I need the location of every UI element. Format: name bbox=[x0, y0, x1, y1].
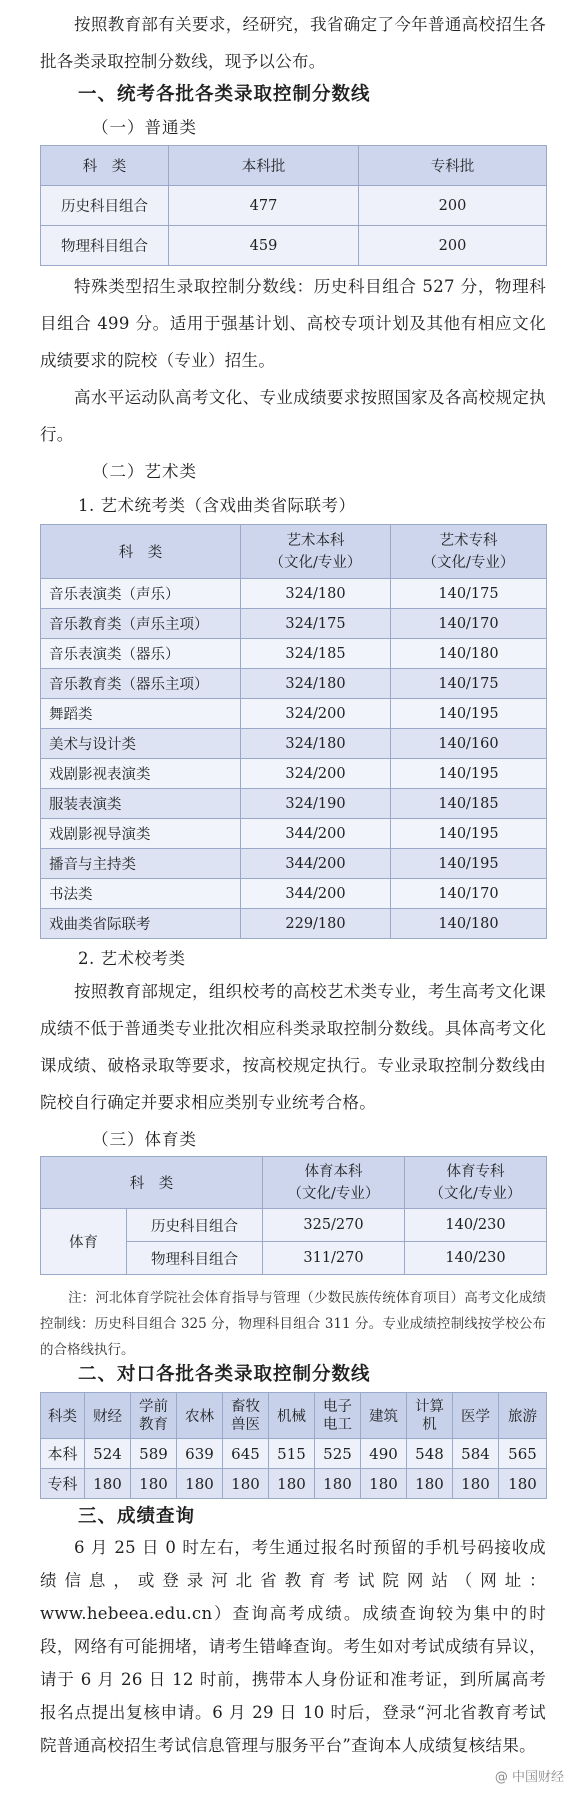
general-score-table bbox=[40, 145, 547, 266]
table-cell: 229/180 bbox=[241, 909, 391, 939]
table-header: 农林 bbox=[177, 1393, 223, 1439]
table-cell: 344/200 bbox=[241, 819, 391, 849]
table-cell: 本科 bbox=[41, 1439, 85, 1469]
table-cell: 音乐教育类（器乐主项） bbox=[41, 669, 241, 699]
art-unified-title: 1. 艺术统考类（含戏曲类省际联考） bbox=[78, 496, 356, 515]
table-cell: 戏曲类省际联考 bbox=[41, 909, 241, 939]
table-header: 电子 电工 bbox=[315, 1393, 361, 1439]
section3-title: 三、成绩查询 bbox=[78, 1506, 196, 1527]
table-cell: 200 bbox=[359, 226, 547, 266]
art-school-paragraph: 按照教育部规定，组织校考的高校艺术类专业，考生高考文化课成绩不低于普通类专业批次相应科类录取控制分数线。具体高考文化课成绩、破格录取等要求，按高校规定执行。专业录取控制分数线由院校自行确定并要求相应类别专业统考合格。 bbox=[40, 982, 546, 1112]
table-cell: 140/170 bbox=[391, 609, 547, 639]
watermark: @ 中国财经 bbox=[494, 1770, 564, 1785]
table-cell: 324/180 bbox=[241, 579, 391, 609]
table-cell: 140/175 bbox=[391, 579, 547, 609]
table-cell: 524 bbox=[85, 1439, 131, 1469]
table-cell: 477 bbox=[169, 186, 359, 226]
table-cell: 565 bbox=[499, 1439, 547, 1469]
table-header: 畜牧 兽医 bbox=[223, 1393, 269, 1439]
table-header: 专科批 bbox=[359, 146, 547, 186]
pe-note: 注：河北体育学院社会体育指导与管理（少数民族传统体育项目）高考文化成绩控制线：历史科目组合 325 分，物理科目组合 311 分。专业成绩控制线按学校公布的合格线执行。 bbox=[40, 1290, 546, 1358]
table-header: 科类 bbox=[41, 1393, 85, 1439]
table-cell: 459 bbox=[169, 226, 359, 266]
table-cell: 584 bbox=[453, 1439, 499, 1469]
table-cell: 589 bbox=[131, 1439, 177, 1469]
table-cell: 140/195 bbox=[391, 759, 547, 789]
table-cell: 播音与主持类 bbox=[41, 849, 241, 879]
pe-score-table bbox=[40, 1156, 547, 1275]
art-score-table bbox=[40, 524, 547, 939]
section1-title: 一、统考各批各类录取控制分数线 bbox=[78, 84, 371, 105]
table-header: 计算 机 bbox=[407, 1393, 453, 1439]
table-cell: 舞蹈类 bbox=[41, 699, 241, 729]
table-cell: 548 bbox=[407, 1439, 453, 1469]
table-cell: 344/200 bbox=[241, 849, 391, 879]
table-header: 财经 bbox=[85, 1393, 131, 1439]
special-type-paragraph: 特殊类型招生录取控制分数线：历史科目组合 527 分，物理科目组合 499 分。适用于强基计划、高校专项计划及其他有相应文化成绩要求的院校（专业）招生。 bbox=[40, 277, 546, 370]
subsection-general-title: （一）普通类 bbox=[92, 118, 197, 137]
score-query-paragraph: 6 月 25 日 0 时左右，考生通过报名时预留的手机号码接收成绩信息，或登录河北省教育考试院网站（网址：www.hebeea.edu.cn）查询高考成绩。成绩查询较为集中的时段，网络有可能拥堵，请考生错峰查询。考生如对考试成绩有异议，请于 6 月 26 日 12 时前，携带本人身份证和准考证，到所属高考报名点提出复核申请。6 月 29 日 10 时后，登录“河北省教育考试院普通高校招生考试信息管理与服务平台”查询本人成绩复核结果。 bbox=[40, 1538, 546, 1755]
table-cell: 140/195 bbox=[391, 849, 547, 879]
table-cell: 140/175 bbox=[391, 669, 547, 699]
table-header: 学前 教育 bbox=[131, 1393, 177, 1439]
table-cell: 325/270 bbox=[263, 1209, 405, 1242]
table-cell: 515 bbox=[269, 1439, 315, 1469]
table-header: 科 类 bbox=[41, 146, 169, 186]
table-cell: 音乐表演类（器乐） bbox=[41, 639, 241, 669]
section2-title: 二、对口各批各类录取控制分数线 bbox=[78, 1364, 371, 1385]
table-cell: 戏剧影视导演类 bbox=[41, 819, 241, 849]
table-cell: 音乐教育类（声乐主项） bbox=[41, 609, 241, 639]
table-cell: 140/195 bbox=[391, 699, 547, 729]
art-school-title: 2. 艺术校考类 bbox=[78, 949, 186, 968]
intro-paragraph: 按照教育部有关要求，经研究，我省确定了今年普通高校招生各批各类录取控制分数线，现予以公布。 bbox=[40, 15, 546, 71]
table-cell: 645 bbox=[223, 1439, 269, 1469]
table-cell: 戏剧影视表演类 bbox=[41, 759, 241, 789]
table-cell: 物理科目组合 bbox=[127, 1242, 263, 1275]
table-header: 体育专科 （文化/专业） bbox=[405, 1157, 547, 1209]
table-cell: 180 bbox=[361, 1469, 407, 1499]
table-cell: 物理科目组合 bbox=[41, 226, 169, 266]
table-header: 科 类 bbox=[41, 1157, 263, 1209]
table-cell: 书法类 bbox=[41, 879, 241, 909]
table-header: 建筑 bbox=[361, 1393, 407, 1439]
table-cell: 324/180 bbox=[241, 669, 391, 699]
table-cell: 324/190 bbox=[241, 789, 391, 819]
table-cell: 音乐表演类（声乐） bbox=[41, 579, 241, 609]
table-cell: 140/180 bbox=[391, 909, 547, 939]
table-cell: 历史科目组合 bbox=[41, 186, 169, 226]
table-cell: 180 bbox=[453, 1469, 499, 1499]
table-cell: 324/180 bbox=[241, 729, 391, 759]
subsection-art-title: （二）艺术类 bbox=[92, 462, 197, 481]
table-cell: 专科 bbox=[41, 1469, 85, 1499]
table-cell: 140/185 bbox=[391, 789, 547, 819]
table-cell: 140/160 bbox=[391, 729, 547, 759]
table-cell: 服装表演类 bbox=[41, 789, 241, 819]
table-cell: 180 bbox=[315, 1469, 361, 1499]
table-cell: 140/180 bbox=[391, 639, 547, 669]
table-cell: 639 bbox=[177, 1439, 223, 1469]
table-cell: 344/200 bbox=[241, 879, 391, 909]
table-cell: 180 bbox=[131, 1469, 177, 1499]
table-cell: 140/230 bbox=[405, 1209, 547, 1242]
table-cell: 180 bbox=[269, 1469, 315, 1499]
table-header: 艺术专科 （文化/专业） bbox=[391, 525, 547, 579]
table-cell: 324/200 bbox=[241, 699, 391, 729]
table-cell: 180 bbox=[223, 1469, 269, 1499]
table-header: 艺术本科 （文化/专业） bbox=[241, 525, 391, 579]
table-header: 体育本科 （文化/专业） bbox=[263, 1157, 405, 1209]
table-header: 旅游 bbox=[499, 1393, 547, 1439]
table-cell: 200 bbox=[359, 186, 547, 226]
table-header: 科 类 bbox=[41, 525, 241, 579]
table-cell: 311/270 bbox=[263, 1242, 405, 1275]
table-cell: 324/185 bbox=[241, 639, 391, 669]
table-cell: 140/170 bbox=[391, 879, 547, 909]
table-cell: 490 bbox=[361, 1439, 407, 1469]
table-cell: 180 bbox=[85, 1469, 131, 1499]
table-cell: 180 bbox=[499, 1469, 547, 1499]
table-cell: 324/175 bbox=[241, 609, 391, 639]
table-cell: 140/230 bbox=[405, 1242, 547, 1275]
table-cell: 180 bbox=[407, 1469, 453, 1499]
table-header: 本科批 bbox=[169, 146, 359, 186]
table-header: 机械 bbox=[269, 1393, 315, 1439]
table-cell: 525 bbox=[315, 1439, 361, 1469]
table-cell: 美术与设计类 bbox=[41, 729, 241, 759]
table-cell: 体育 bbox=[41, 1209, 127, 1275]
subsection-pe-title: （三）体育类 bbox=[92, 1130, 197, 1149]
table-cell: 324/200 bbox=[241, 759, 391, 789]
vocational-score-table bbox=[40, 1392, 547, 1499]
sports-team-paragraph: 高水平运动队高考文化、专业成绩要求按照国家及各高校规定执行。 bbox=[40, 388, 546, 444]
table-cell: 140/195 bbox=[391, 819, 547, 849]
table-header: 医学 bbox=[453, 1393, 499, 1439]
table-cell: 180 bbox=[177, 1469, 223, 1499]
table-cell: 历史科目组合 bbox=[127, 1209, 263, 1242]
